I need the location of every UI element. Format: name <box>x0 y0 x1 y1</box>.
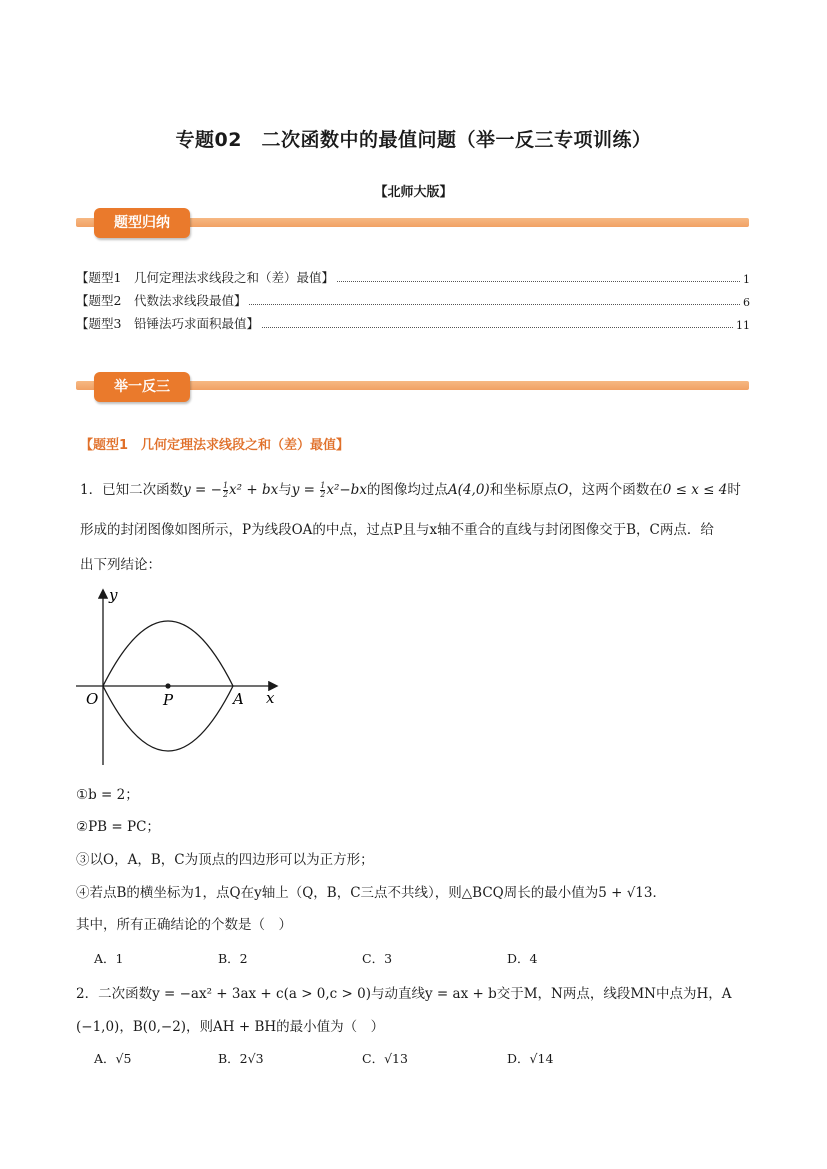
toc-label: 【题型3 铅锤法巧求面积最值】 <box>76 316 259 331</box>
toc-leader <box>337 281 740 282</box>
q1-point-a: A(4,0) <box>447 482 490 498</box>
q1-func1 <box>183 482 278 498</box>
edition-subtitle: 【北师大版】 <box>374 185 453 200</box>
frac-num: 1 <box>320 481 326 490</box>
q1-text: 和坐标原点 <box>489 482 558 498</box>
toc-item-3[interactable] <box>76 312 750 332</box>
banner-tab-practice: 举一反三 <box>94 372 190 402</box>
q2-option-c[interactable]: C．√13 <box>362 1051 408 1066</box>
label-p: P <box>163 691 174 709</box>
q1-line1 <box>80 478 741 499</box>
q1-func2 <box>292 482 367 498</box>
q2-option-b[interactable]: B．2√3 <box>218 1051 264 1066</box>
toc-page: 1 <box>743 273 750 286</box>
toc-leader <box>262 327 733 328</box>
q1-statement-3: ③以O，A，B，C为顶点的四边形可以为正方形； <box>76 852 374 868</box>
q1-question: 其中，所有正确结论的个数是（ ） <box>76 917 292 933</box>
q1-line2: 形成的封闭图像如图所示，P为线段OA的中点，过点P且与x轴不重合的直线与封闭图像交于B，C两点．给 <box>80 522 714 538</box>
q2-line2: (−1,0)，B(0,−2)，则AH + BH的最小值为（ ） <box>76 1019 385 1035</box>
label-a: A <box>233 690 244 708</box>
q1-point-o: O <box>557 482 569 498</box>
frac-den: 2 <box>320 490 326 499</box>
q1-option-d[interactable]: D．4 <box>507 951 538 966</box>
fraction <box>320 482 325 499</box>
q1-text: 的图像均过点 <box>366 482 448 498</box>
q1-statement-1: ①b = 2； <box>76 787 139 803</box>
label-y: y <box>109 586 118 604</box>
q2-line1: 2．二次函数y = −ax² + 3ax + c(a > 0,c > 0)与动直线y = ax + b交于M，N两点，线段MN中点为H，A <box>76 986 732 1002</box>
upper-parabola <box>103 621 233 686</box>
frac-den: 2 <box>222 490 229 499</box>
label-x: x <box>266 689 275 707</box>
closed-curve-graph <box>70 583 290 773</box>
fraction <box>223 482 228 499</box>
banner-tab-summary: 题型归纳 <box>94 208 190 238</box>
toc-page: 6 <box>743 296 750 309</box>
point-p <box>165 683 170 688</box>
q1-range: 0 ≤ x ≤ 4 <box>662 482 728 498</box>
frac-num: 1 <box>222 481 229 490</box>
q1-option-c[interactable]: C．3 <box>362 951 393 966</box>
q1-text: ，这两个函数在 <box>568 482 663 498</box>
q1-func1-b: x² + bx <box>229 482 279 498</box>
q1-text: 与 <box>278 482 292 498</box>
label-o: O <box>86 690 99 708</box>
toc-page: 11 <box>736 319 750 332</box>
q1-func1-a: y = − <box>183 482 222 498</box>
section-heading-1: 【题型1 几何定理法求线段之和（差）最值】 <box>80 438 350 453</box>
q1-statement-4: ④若点B的横坐标为1，点Q在y轴上（Q，B，C三点不共线），则△BCQ周长的最小值为5 + √13． <box>76 885 666 901</box>
q1-func2-b: x²−bx <box>326 482 367 498</box>
q2-option-d[interactable]: D．√14 <box>507 1051 554 1066</box>
q1-option-a[interactable]: A．1 <box>94 951 124 966</box>
page-title: 专题02 二次函数中的最值问题（举一反三专项训练） <box>175 129 652 151</box>
toc-item-1[interactable] <box>76 266 750 286</box>
q1-option-b[interactable]: B．2 <box>218 951 248 966</box>
toc-label: 【题型1 几何定理法求线段之和（差）最值】 <box>76 270 334 285</box>
toc-item-2[interactable] <box>76 289 750 309</box>
q1-statement-2: ②PB = PC； <box>76 819 160 835</box>
q1-line3: 出下列结论： <box>80 557 161 573</box>
q1-func2-a: y = <box>291 482 320 498</box>
toc-leader <box>249 304 740 305</box>
q2-option-a[interactable]: A．√5 <box>94 1051 132 1066</box>
toc-label: 【题型2 代数法求线段最值】 <box>76 293 247 308</box>
q1-text: 1．已知二次函数 <box>80 482 184 498</box>
q1-text: 时 <box>727 482 741 498</box>
